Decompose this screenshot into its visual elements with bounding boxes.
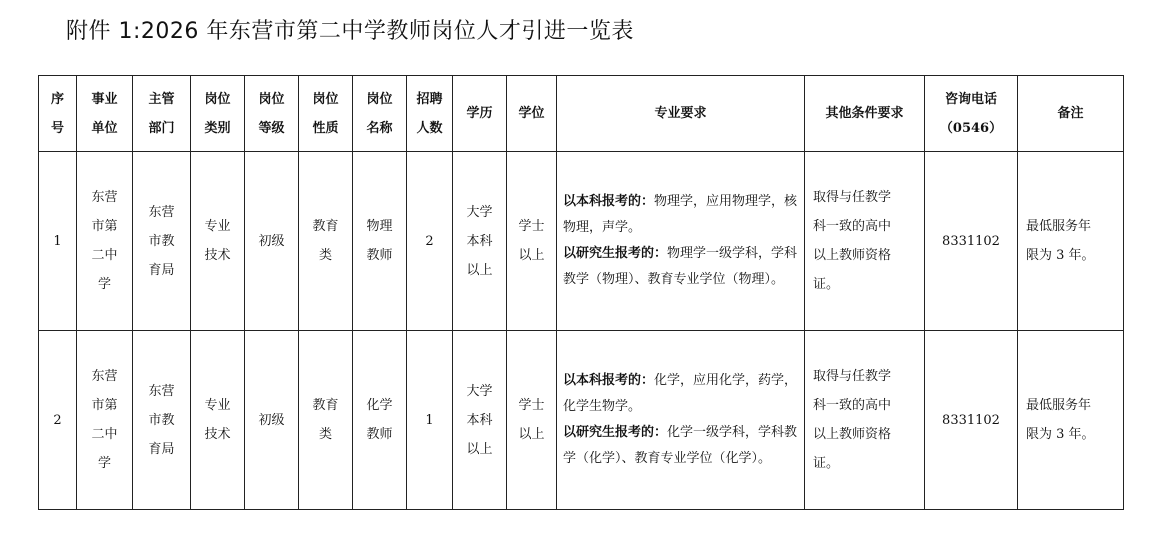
major-undergrad-text: 化学，应用化学，药学，化学生物学。 [563, 373, 798, 414]
header-education: 学历 [453, 76, 507, 152]
cell-post-name: 物理 教师 [353, 152, 407, 331]
table-row [39, 331, 1124, 510]
table-header-row [39, 76, 1124, 152]
major-grad-label: 以研究生报考的： [563, 246, 668, 261]
header-no: 序 号 [39, 76, 77, 152]
cell-education: 大学 本科 以上 [453, 331, 507, 510]
major-undergrad-label: 以本科报考的： [563, 194, 655, 209]
table-row [39, 152, 1124, 331]
cell-dept: 东营 市教 育局 [133, 152, 191, 331]
header-count: 招聘 人数 [407, 76, 453, 152]
cell-post-type: 专业 技术 [191, 152, 245, 331]
header-post-type: 岗位 类别 [191, 76, 245, 152]
job-table [38, 75, 1124, 510]
cell-dept: 东营 市教 育局 [133, 331, 191, 510]
header-unit: 事业 单位 [77, 76, 133, 152]
cell-remark: 最低服务年 限为 3 年。 [1018, 152, 1124, 331]
cell-other: 取得与任教学 科一致的高中 以上教师资格 证。 [805, 331, 925, 510]
cell-no: 2 [39, 331, 77, 510]
cell-major [557, 152, 805, 331]
cell-post-type: 专业 技术 [191, 331, 245, 510]
cell-phone: 8331102 [925, 152, 1018, 331]
header-dept: 主管 部门 [133, 76, 191, 152]
header-degree: 学位 [507, 76, 557, 152]
cell-post-name: 化学 教师 [353, 331, 407, 510]
major-grad-label: 以研究生报考的： [563, 425, 668, 440]
header-post-nature: 岗位 性质 [299, 76, 353, 152]
header-remark: 备注 [1018, 76, 1124, 152]
header-post-name: 岗位 名称 [353, 76, 407, 152]
cell-degree: 学士 以上 [507, 152, 557, 331]
major-undergrad-text: 物理学，应用物理学，核物理，声学。 [563, 194, 798, 235]
cell-no: 1 [39, 152, 77, 331]
cell-degree: 学士 以上 [507, 331, 557, 510]
major-undergrad-label: 以本科报考的： [563, 373, 655, 388]
cell-post-nature: 教育 类 [299, 331, 353, 510]
page-title: 附件 1:2026 年东营市第二中学教师岗位人才引进一览表 [66, 19, 634, 44]
header-post-grade: 岗位 等级 [245, 76, 299, 152]
cell-education: 大学 本科 以上 [453, 152, 507, 331]
cell-post-nature: 教育 类 [299, 152, 353, 331]
header-other: 其他条件要求 [805, 76, 925, 152]
cell-phone: 8331102 [925, 331, 1018, 510]
cell-post-grade: 初级 [245, 331, 299, 510]
major-grad-text: 物理学一级学科，学科教学（物理）、教育专业学位（物理）。 [563, 246, 798, 287]
cell-remark: 最低服务年 限为 3 年。 [1018, 331, 1124, 510]
cell-other: 取得与任教学 科一致的高中 以上教师资格 证。 [805, 152, 925, 331]
cell-count: 1 [407, 331, 453, 510]
cell-major [557, 331, 805, 510]
major-grad-text: 化学一级学科，学科教学（化学）、教育专业学位（化学）。 [563, 425, 798, 466]
cell-unit: 东营 市第 二中 学 [77, 331, 133, 510]
cell-count: 2 [407, 152, 453, 331]
header-phone: 咨询电话 （0546） [925, 76, 1018, 152]
cell-post-grade: 初级 [245, 152, 299, 331]
header-major: 专业要求 [557, 76, 805, 152]
cell-unit: 东营 市第 二中 学 [77, 152, 133, 331]
